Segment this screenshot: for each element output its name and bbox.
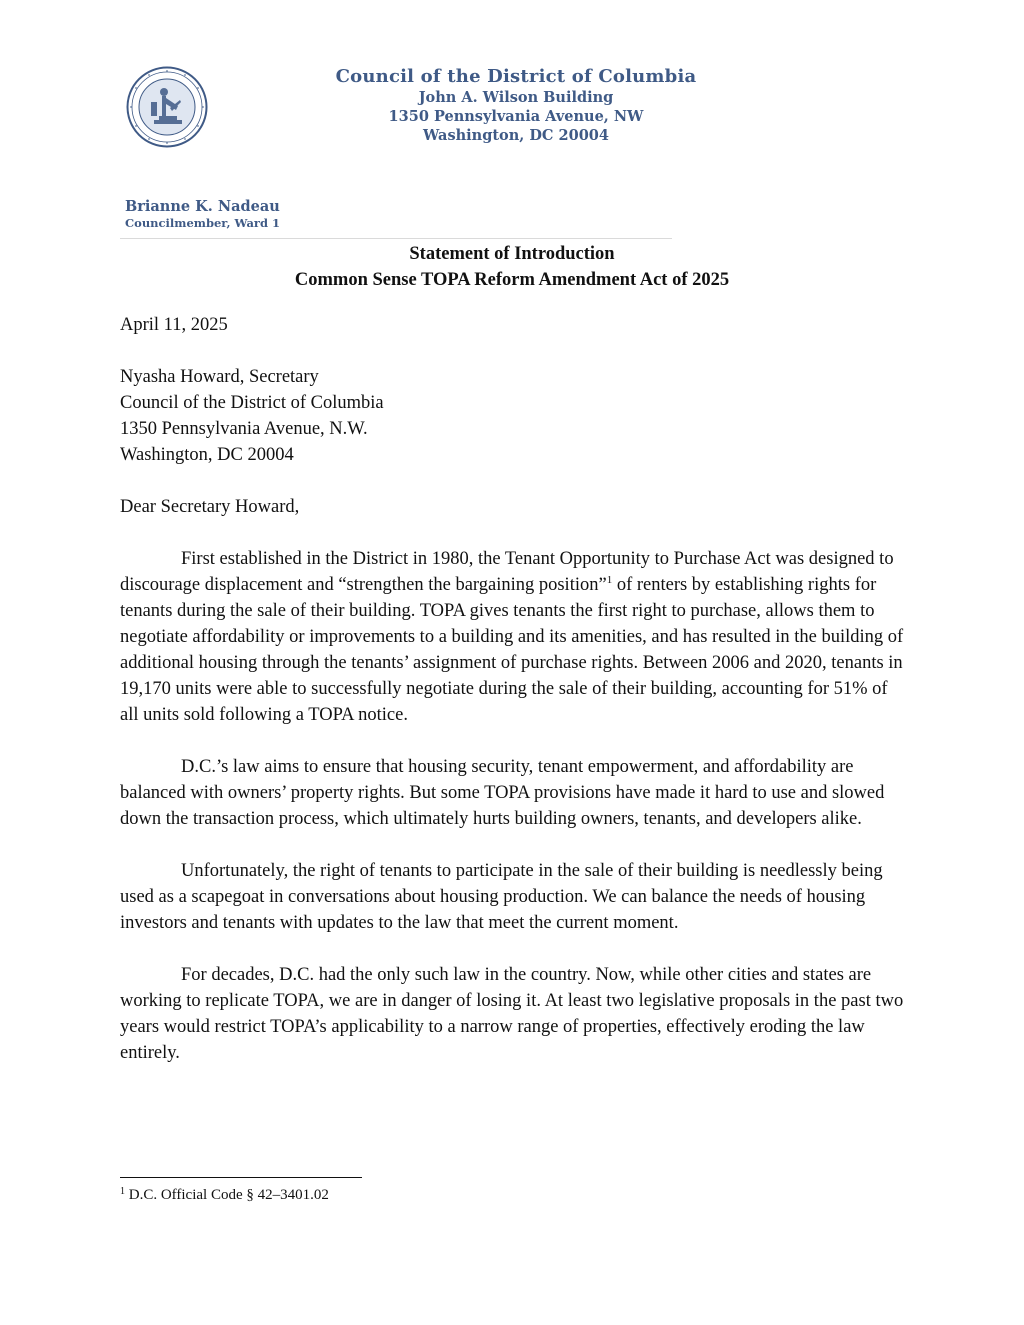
district-seal-icon xyxy=(126,66,208,148)
footnote-divider xyxy=(120,1177,362,1178)
body-paragraph-4: For decades, D.C. had the only such law in the country. Now, while other cities and states are working to replicate TOPA, we are in danger of losing it. At least two legislative proposals in the past two years would restrict TOPA’s applicability to a narrow range of properties, effectively eroding the law entirely. xyxy=(120,965,904,1063)
letterhead-street: 1350 Pennsylvania Avenue, NW xyxy=(388,108,644,125)
letter-body xyxy=(120,312,904,1092)
body-paragraph-2: D.C.’s law aims to ensure that housing security, tenant empowerment, and affordability are balanced with owners’ property rights. But some TOPA provisions have made it hard to use and slowed down the transaction process, which ultimately hurts building owners, tenants, and developers alike. xyxy=(120,757,885,829)
recipient-street: 1350 Pennsylvania Avenue, N.W. xyxy=(120,419,368,439)
body-paragraph-3: Unfortunately, the right of tenants to participate in the sale of their building is needlessly being used as a scapegoat in conversations about housing production. We can balance the needs of housing investors and tenants with updates to the law that meet the current moment. xyxy=(120,861,883,933)
sender-name: Brianne K. Nadeau xyxy=(125,198,280,215)
body-paragraph-1 xyxy=(120,546,904,728)
recipient-organization: Council of the District of Columbia xyxy=(120,393,384,413)
recipient-city: Washington, DC 20004 xyxy=(120,445,294,465)
paragraph-1-text-start: First established in the District in 1980, the Tenant Opportunity to Purchase Act was designed to discourage displacement and “strengthen the bargaining position” xyxy=(120,549,894,595)
recipient-address xyxy=(120,364,904,468)
sender-block xyxy=(125,198,280,231)
document-subheading: Common Sense TOPA Reform Amendment Act of 2025 xyxy=(294,270,730,290)
letter-date: April 11, 2025 xyxy=(120,315,228,335)
paragraph-1-text-end: of renters by establishing rights for tenants during the sale of their building. TOPA gives tenants the first right to purchase, allows them to negotiate affordability or improvements to a building and its amenities, and has resulted in the building of additional housing through the tenants’ assignment of purchase rights. Between 2006 and 2020, tenants in 19,170 units were able to successfully negotiate during the sale of their building, accounting for 51% of all units sold following a TOPA notice. xyxy=(120,575,904,725)
letterhead-city: Washington, DC 20004 xyxy=(423,127,609,144)
document-heading: Statement of Introduction xyxy=(409,244,615,264)
recipient-name: Nyasha Howard, Secretary xyxy=(120,367,319,387)
sender-title: Councilmember, Ward 1 xyxy=(125,216,280,230)
footnote-text: D.C. Official Code § 42–3401.02 xyxy=(125,1187,329,1203)
letterhead xyxy=(330,66,702,145)
document-title-block xyxy=(120,241,904,293)
footnote-reference: 1 xyxy=(606,574,613,586)
letterhead-building: John A. Wilson Building xyxy=(418,89,614,106)
header-divider xyxy=(120,238,672,239)
footnote xyxy=(120,1185,329,1205)
salutation: Dear Secretary Howard, xyxy=(120,497,300,517)
letterhead-organization: Council of the District of Columbia xyxy=(335,66,697,87)
footnote-number: 1 xyxy=(120,1186,125,1197)
